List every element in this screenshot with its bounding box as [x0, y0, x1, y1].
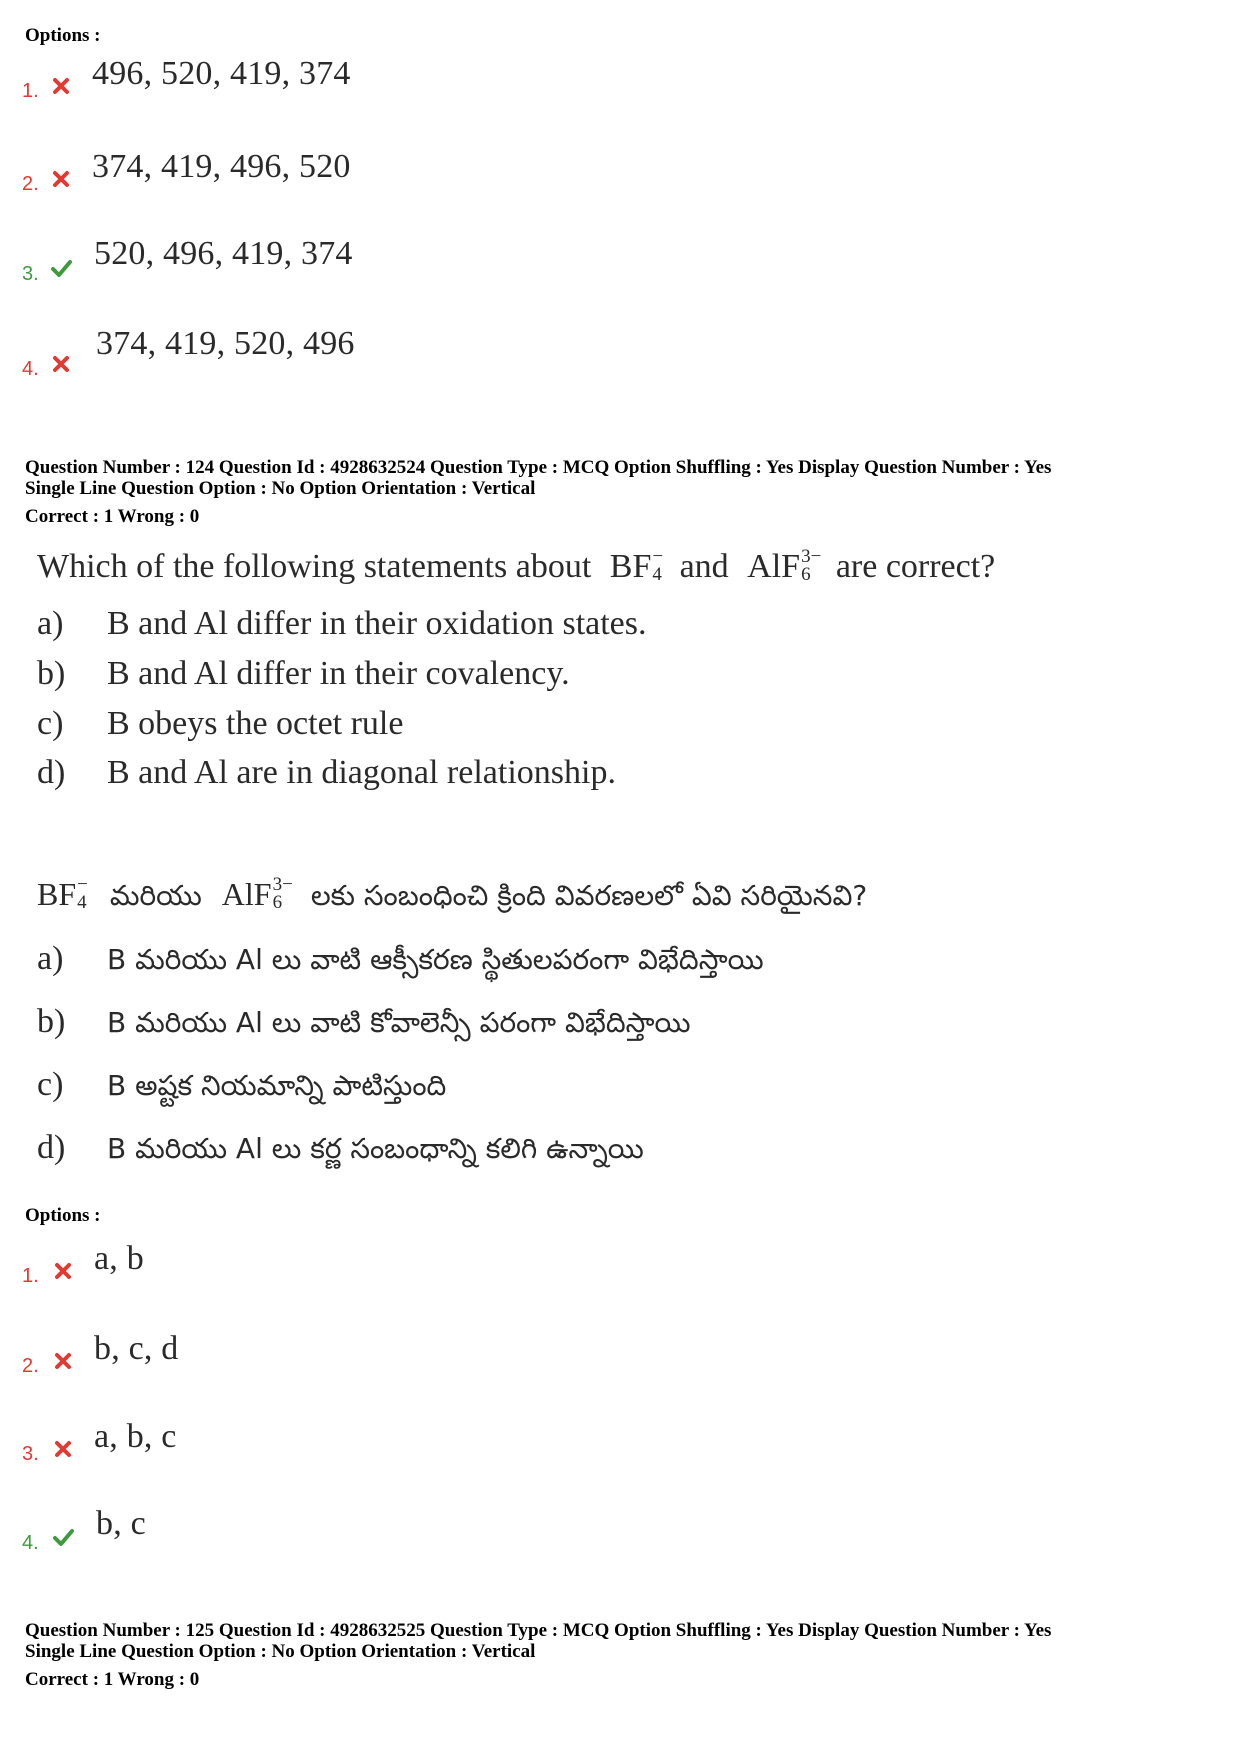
formula-alf6: AlF 3− 6: [221, 874, 293, 913]
statement-item: c) B obeys the octet rule: [37, 705, 404, 742]
marks-info: Correct : 1 Wrong : 0: [25, 506, 200, 527]
option-number: 2.: [22, 1355, 39, 1377]
option-text: 496, 520, 419, 374: [92, 55, 351, 92]
question-text-telugu: [37, 876, 867, 919]
telugu-statement-item: c) B అష్టక నియమాన్ని పాటిస్తుంది: [37, 1066, 447, 1103]
option-text: 374, 419, 496, 520: [92, 148, 351, 185]
statement-item: b) B and Al differ in their covalency.: [37, 655, 570, 692]
telugu-conjunction: మరియు: [109, 879, 202, 912]
cross-icon: [50, 75, 72, 97]
options-label: Options :: [25, 1205, 101, 1226]
formula-bf4: BF − 4: [37, 874, 88, 913]
option-number: 3.: [22, 263, 39, 285]
formula-bf4: BF − 4: [609, 546, 664, 585]
option-number: 3.: [22, 1443, 39, 1465]
cross-icon: [52, 1350, 74, 1372]
telugu-question-suffix: లకు సంబంధించి క్రింది వివరణలలో ఏవి సరియైనవి?: [310, 879, 868, 912]
option-number: 4.: [22, 358, 39, 380]
option-number: 4.: [22, 1532, 39, 1554]
option-text: a, b, c: [94, 1418, 177, 1455]
conjunction: and: [679, 548, 729, 585]
question-text: [37, 548, 995, 586]
check-icon: [52, 1526, 74, 1548]
question-meta: Question Number : 125 Question Id : 4928632525 Question Type : MCQ Option Shuffling : Yes Display Question Number : Yes: [25, 1620, 1052, 1641]
cross-icon: [50, 353, 72, 375]
telugu-statement-item: a) B మరియు Al లు వాటి ఆక్సీకరణ స్థితులపరంగా విభేదిస్తాయి: [37, 940, 764, 977]
formula-alf6: AlF 3− 6: [747, 546, 822, 585]
question-meta: Question Number : 124 Question Id : 4928632524 Question Type : MCQ Option Shuffling : Yes Display Question Number : Yes: [25, 457, 1052, 478]
option-text: b, c: [96, 1505, 146, 1542]
option-text: 520, 496, 419, 374: [94, 235, 353, 272]
option-text: 374, 419, 520, 496: [96, 325, 355, 362]
option-text: a, b: [94, 1240, 144, 1277]
cross-icon: [52, 1438, 74, 1460]
question-meta: Single Line Question Option : No Option Orientation : Vertical: [25, 1641, 536, 1662]
options-label: Options :: [25, 25, 101, 46]
marks-info: Correct : 1 Wrong : 0: [25, 1669, 200, 1690]
option-number: 1.: [22, 1265, 39, 1287]
check-icon: [50, 257, 72, 279]
telugu-statement-item: b) B మరియు Al లు వాటి కోవాలెన్సీ పరంగా విభేదిస్తాయి: [37, 1003, 691, 1040]
question-prefix: Which of the following statements about: [37, 548, 592, 585]
statement-item: d) B and Al are in diagonal relationship.: [37, 754, 616, 791]
cross-icon: [50, 168, 72, 190]
question-meta: Single Line Question Option : No Option Orientation : Vertical: [25, 478, 536, 499]
option-text: b, c, d: [94, 1330, 179, 1367]
cross-icon: [52, 1260, 74, 1282]
question-suffix: are correct?: [835, 548, 996, 585]
option-number: 1.: [22, 80, 39, 102]
telugu-statement-item: d) B మరియు Al లు కర్ణ సంబంధాన్ని కలిగి ఉన్నాయి: [37, 1129, 644, 1166]
statement-item: a) B and Al differ in their oxidation states.: [37, 605, 647, 642]
option-number: 2.: [22, 173, 39, 195]
